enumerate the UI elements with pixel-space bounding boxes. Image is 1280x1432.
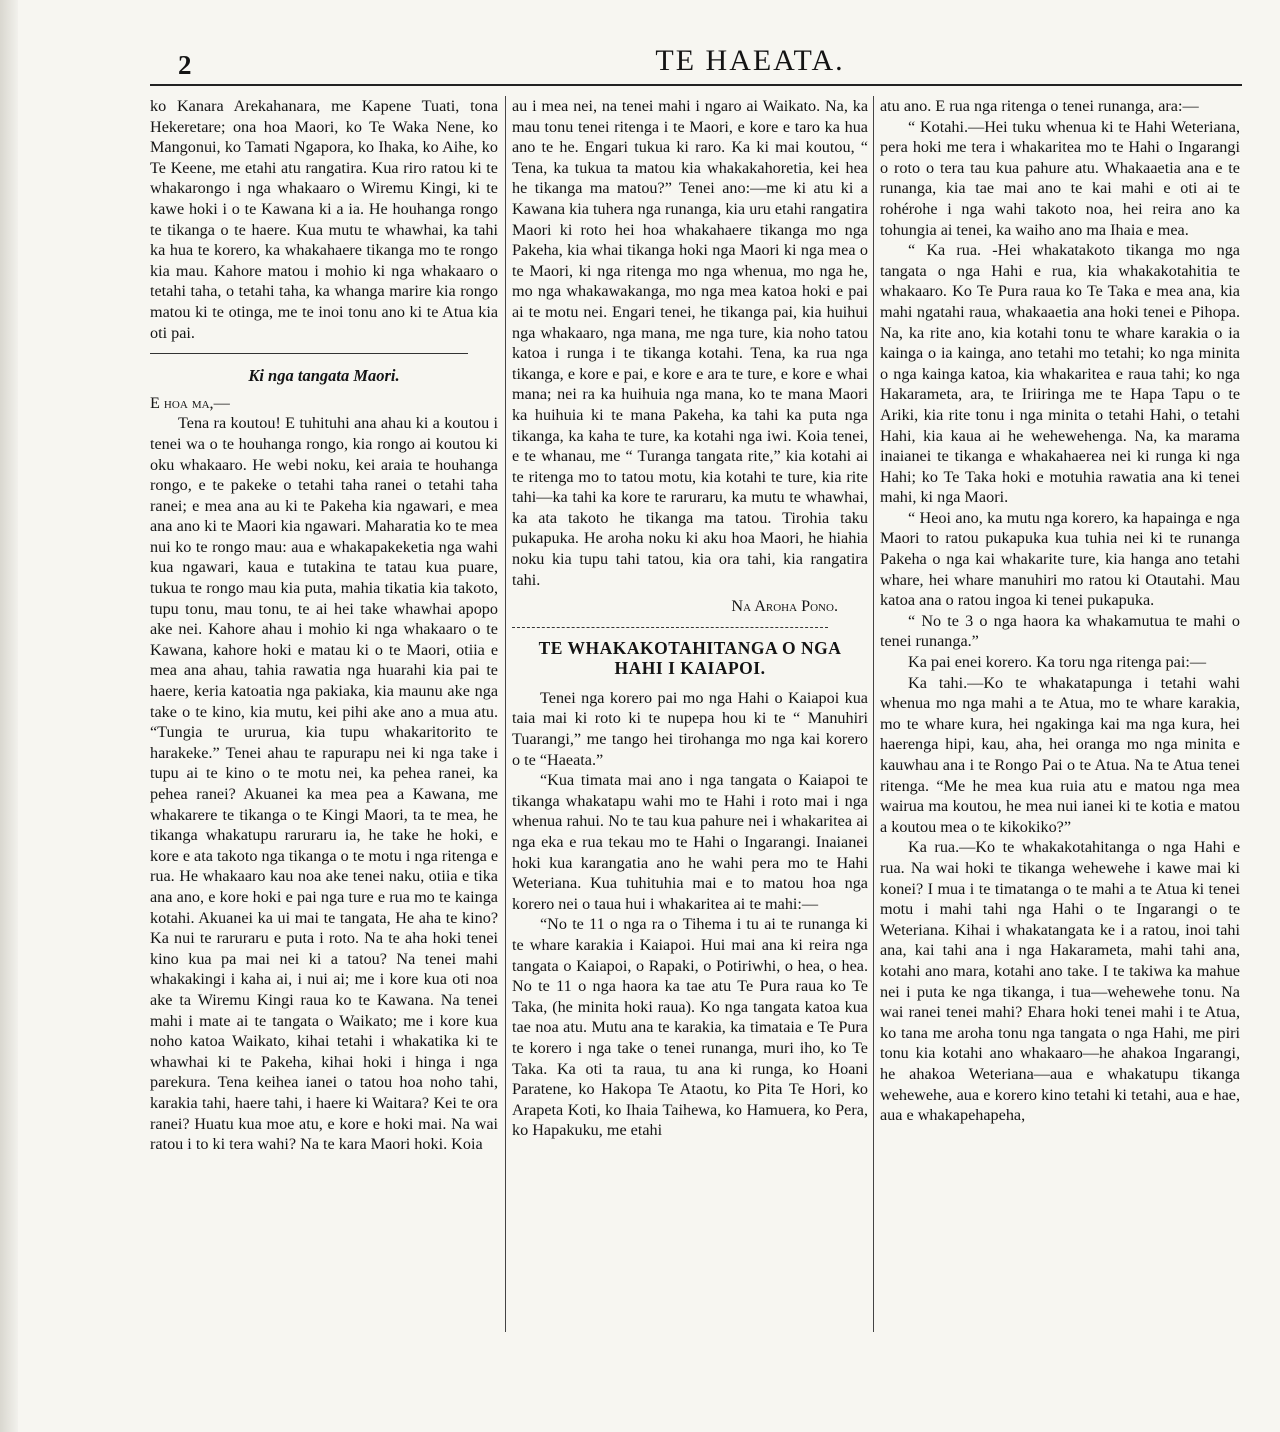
paragraph: “ Ka rua. -Hei whakatakoto tikanga mo nga tangata o nga Hahi e rua, kia whakakotahitia te whakaaro. Ko Te Pura raua ko Te Taka e mea ana, kia mahi ngatahi raua, whakaaetia ana hoki tenei e Pihopa. Na, ka rite ano, kia kotahi tonu te whare karakia o ia kainga o ia kainga, ano tetahi mo tetahi; ko nga minita o nga kainga katoa, kia whakaritea e raua tahi; ko nga Hakarameta, ara, te Iriiringa me te Hapa Tapu o te Ariki, kia rite tonu i nga minita o tetahi Hahi, o tetahi Hahi, kia kaua ai he wehewehenga. Na, ka marama inaianei te tikanga e whakahaerea nei ki runga ki nga Hahi; ko Te Taka hoki e motuhia rawatia ana ki tenei mahi, ki nga Maori. — [880, 241, 1240, 507]
paragraph: “ Kotahi.—Hei tuku whenua ki te Hahi Weteriana, pera hoki me tera i whakaritea mo te Hahi o Ingarangi o roto o tera tau kua pahure atu. Whakaaetia ana e te runanga, kia tae mai ano te kai mahi e oti ai te rohérohe i nga wahi takoto noa, hei reira ano ka tohungia ai tenei, ka waiho ano ma Ihaia e mea. — [880, 117, 1240, 239]
paragraph: Tenei nga korero pai mo nga Hahi o Kaiapoi kua taia mai ki roto ki te nupepa hou ki te “ Manuhiri Tuarangi,” me tango hei tirohanga mo nga kai korero o te “Haeata.” — [512, 688, 868, 769]
paragraph: Ka rua.—Ko te whakakotahitanga o nga Hahi e rua. Na wai hoki te tikanga wehewehe i kawe mai ki konei? I mua i te timatanga o te mahi a te Atua ki tenei motu i mahi tahi nga Hahi o te Ingarangi o te Weteriana. Kihai i whakatangata ke i a ratou, inoi tahi ana, kai tahi ana i nga Hakarameta, mahi tahi ana, kotahi ano mara, kotahi ano take. I te takiwa ka mahue nei i puta ke nga tikanga, i tua—wehewehe tonu. Na wai ranei tenei mahi? Ehara hoki tenei mahi i te Atua, ko tana me aroha tonu nga tangata o nga Hahi, me piri tonu kia kotahi ano whakaaro—he ahakoa Ingarangi, he ahakoa Weteriana—aua e whakatupu tikanga wehewehe, aua e korero kino tetahi ki tetahi, aua e hae, aua e whakapehapeha, — [880, 838, 1240, 1125]
paragraph: “ No te 3 o nga haora ka whakamutua te mahi o tenei runanga.” — [880, 611, 1240, 651]
paragraph: Tena ra koutou! E tuhituhi ana ahau ki a koutou i tenei wa o te houhanga rongo, kia rongo ai koutou ki oku whakaaro. He webi noku, kei araia te houhanga rongo, e te pakeke o tetahi taha ranei o tetahi taha ranei; e mea ana au ki te Pakeha kia ngawari, e mea ana ano ki te Maori kia ngawari. Maharatia ko te mea nui ko te rongo mau: aua e whakapakeketia nga wahi kua ngawari, kaua e tutakina te tatau kua puare, tukua te rongo mau kia puta, mahia tikatia kia takoto, tupu tonu, mau tonu, te ai hei take whawhai apopo ake nei. Kahore ahau i mohio ki nga whakaaro o te Kawana, kahore hoki e matau ki o te Maori, otiia e mea ana ahau, tahia rawatia nga huarahi kia pai te haere, keria katoatia nga pakiaka, kia maunu ake nga take o te kino, kia mutu, kei pihi ake ano a mua atu. “Tungia te ururua, kia tupu whakaritorito te harakeke.” Tenei ahau te rapurapu nei ki nga take i tupu ai te kino o te motu nei, ka pehea ranei, ka pehea ranei? Akuanei ka mea pea a Kawana, me whakarere te tikanga o te Kingi Maori, ta te mea, he tikanga whakatupu raruraru ia, he take he hoki, e kore e ata takoto nga tikanga o te motu i nga ritenga e rua. He whakaaro kau noa ake tenei naku, otiia e tika ana ano, e kore hoki e pai nga ture e rua mo te kainga kotahi. Akuanei ka ui mai te tangata, He aha te kino? Ka nui te raruraru e puta i roto. Na te aha hoki tenei kino kua pa mai nei ki a tatou? Na tenei mahi whakakingi i kaha ai, i nui ai; me i kore kua oti noa ake ta Wiremu Kingi raua ko te Kawana. Na tenei mahi i mate ai te tangata o Waikato; me i kore kua noho katoa Waikato, kihai tetahi i whakatika ki te whawhai ki te Pakeha, kihai hoki i hinga i nga parekura. Tena keihea ianei o tatou hoa noho tahi, karakia tahi, haere tahi, i haere ki Waitara? Kei te ora ranei? Huatu kua moe atu, e kore e hoki mai. Na wai ratou i to ki tera wahi? Na te kara Maori hoki. Koia — [150, 414, 498, 1154]
masthead-title: TE HAEATA. — [655, 44, 845, 77]
article-title — [512, 638, 868, 678]
paragraph: Ka pai enei korero. Ka toru nga ritenga pai:— — [908, 653, 1207, 672]
paragraph: “No te 11 o nga ra o Tihema i tu ai te runanga ki te whare karakia i Kaiapoi. Hui mai ana ki reira nga tangata o Kaiapoi, o Rapaki, o Potiriwhi, o hea, o hea. No te 11 o nga haora ka tae atu Te Pura raua ko Te Taka, (he minita hoki raua). Ko nga tangata katoa kua tae noa atu. Mutu ana te karakia, ka timataia e Te Pura te korero i nga take o tenei runanga, muri iho, ko Te Taka. Ka oti ta raua, tu ana ki runga, ko Hoani Paratene, ko Hakopa Te Ataotu, ko Pita Te Hori, ko Arapeta Koti, ko Ihaia Taihewa, ko Hamuera, ko Pera, ko Hapakuku, me etahi — [512, 915, 868, 1140]
letter-salutation: E hoa ma,— — [150, 393, 230, 412]
page-binding-edge — [0, 0, 18, 1432]
column-1 — [150, 96, 498, 1155]
page-number: 2 — [178, 50, 192, 80]
column-divider — [873, 96, 874, 1332]
article-title-line: HAHI I KAIAPOI. — [614, 657, 766, 678]
column-3 — [880, 96, 1240, 1126]
section-rule — [512, 627, 828, 628]
letter-heading: Ki nga tangata Maori. — [248, 366, 400, 386]
column-divider — [505, 96, 506, 1332]
article-title-line: TE WHAKAKOTAHITANGA O NGA — [538, 637, 842, 658]
paragraph: atu ano. E rua nga ritenga o tenei runanga, ara:— — [880, 97, 1199, 115]
paragraph: Ka tahi.—Ko te whakatapunga i tetahi wahi whenua mo nga mahi a te Atua, mo te whare karakia, mo te whare kura, hei ngakinga kai ma nga kura, hei haerenga hipi, kau, aha, hei oranga mo nga minita e kauwhau ana i te Rongo Pai o te Atua. Na te Atua tenei ritenga. “Me he mea kua ruia atu e matou nga mea wairua ma koutou, he mea nui ianei ki te kotia e matou a koutou mea o te kikokiko?” — [880, 673, 1240, 836]
column-2 — [512, 96, 868, 1141]
section-rule — [150, 353, 468, 354]
paragraph: “ Heoi ano, ka mutu nga korero, ka hapainga e nga Maori to ratou pukapuka kua tuhia nei ki te runanga Pakeha o nga kai whakarite ture, kia hanga ano tetahi whare, hei whare manuhiri mo ratou ki Otautahi. Mau katoa ana o ratou ingoa ki tenei pukapuka. — [880, 508, 1240, 610]
paragraph: ko Kanara Arekahanara, me Kapene Tuati, tona Hekeretare; ona hoa Maori, ko Te Waka Nene, ko Mangonui, ko Tamati Ngapora, ko Ihaka, ko Aihe, ko Te Keene, me etahi atu rangatira. Kua riro ratou ki te whakarongo i nga whakaaro o Wiremu Kingi, ki te kawe hoki i o te Kawana ki a ia. He houhanga rongo te tikanga o te haere. Kua mutu te whawhai, ka tahi ka hua te korero, ka whakahaere tikanga mo te rongo kia mau. Kahore matou i mohio ki nga whakaaro o tetahi taha, o tetahi taha, ka whanga marire kia rongo matou ki te otinga, me te inoi tonu ano ki te Atua kia oti pai. — [150, 97, 498, 342]
header-rule — [150, 84, 1242, 86]
paragraph: au i mea nei, na tenei mahi i ngaro ai Waikato. Na, ka mau tonu tenei ritenga i te Maori, e kore e taro ka hua ano te he. Engari tukua ki raro. Ka ki mai koutou, “ Tena, ka tukua ta matou kia whakakahoretia, kei hea he tikanga ma matou?” Tenei ano:—me ki atu ki a Kawana kia tuhera nga runanga, kia uru etahi rangatira Maori ki roto hei hoa whakahaere tikanga mo nga Pakeha, kia whai tikanga hoki nga Maori ki nga mea o te Maori, ki nga ritenga mo nga whenua, mo nga he, mo nga whakawakanga, mo nga mea katoa hoki e pai ai te motu nei. Engari tenei, he tikanga pai, kia huihui nga whakaaro, nga mana, me nga ture, kia noho tatou katoa i runga i te tikanga kotahi. Tena, ka rua nga tikanga, e kore e pai, e kore e ara te ture, e kore e whai mana; nei ra ka huihuia nga mana, ko te mana Maori ka huihuia ki te mana Pakeha, ka tahi ka puta nga tikanga, ka kaha te ture, ka kotahi nga iwi. Koia tenei, e te whanau, me “ Turanga tangata rite,” kia kotahi ai te ritenga mo to tatou motu, kia kotahi te ture, kia rite tahi—ka tahi ka kore te raruraru, ka mutu te whawhai, ka ata takoto he tikanga ma tatou. Tirohia taku pukapuka. He aroha noku ki aku hoa Maori, he hiahia noku kia tupu tahi tatou, kia ora tahi, kia rangatira tahi. — [512, 97, 868, 589]
letter-signature: Na Aroha Pono. — [731, 597, 838, 616]
paragraph: “Kua timata mai ano i nga tangata o Kaiapoi te tikanga whakatapu wahi mo te Hahi i roto mai i nga whenua rahui. No te tau kua pahure nei i whakaritea ai nga eka e rua tekau mo te Hahi o Ingarangi. Inaianei hoki kua karangatia ano he wahi pera mo te Hahi Weteriana. Kua tuhituhia mai e to matou hoa nga korero nei o taua hui i whakaritea ai te mahi:— — [512, 771, 868, 913]
page-header — [140, 44, 1240, 84]
